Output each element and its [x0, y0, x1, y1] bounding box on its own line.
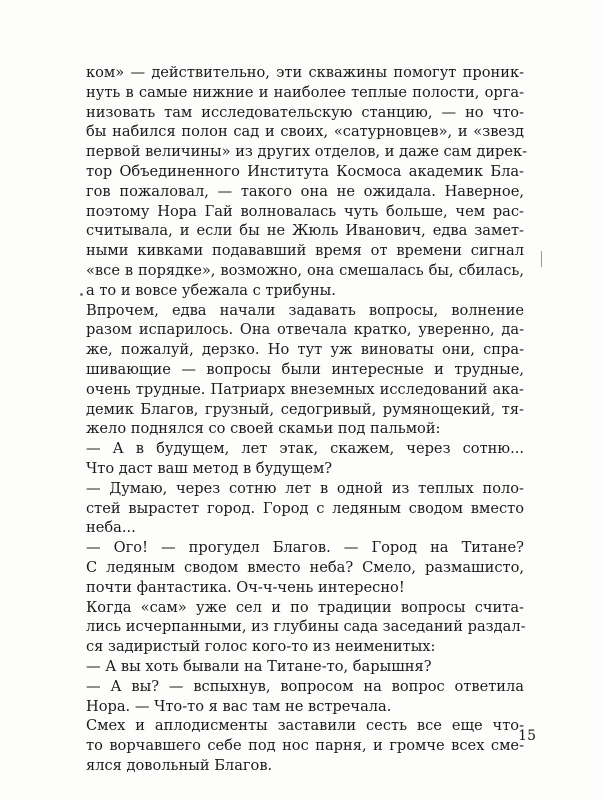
text-line: Нора. — Что-то я вас там не встречала. — [86, 697, 392, 715]
text-line: бы набился полон сад и своих, «сатурновцев», и «звезд — [86, 123, 524, 141]
text-line: то ворчавшего себе под нос парня, и громче всех сме- — [86, 737, 524, 755]
text-line: жело поднялся со своей скамьи под пальмой: — [86, 420, 441, 438]
text-line: стей вырастет город. Город с ледяным сводом вместо — [86, 499, 524, 517]
paragraph — [86, 538, 524, 597]
text-line: лись исчерпанными, из глубины сада заседаний раздал- — [86, 618, 526, 636]
text-line: ялся довольный Благов. — [86, 756, 273, 774]
text-line: Впрочем, едва начали задавать вопросы, волнение — [86, 301, 524, 319]
text-line: «все в порядке», возможно, она смешалась бы, сбилась, — [86, 261, 524, 279]
paragraph — [86, 301, 524, 440]
text-line: ными кивками подававший время от времени сигнал — [86, 242, 524, 260]
text-line: разом испарилось. Она отвечала кратко, уверенно, да- — [86, 321, 524, 339]
paragraph — [86, 63, 528, 301]
text-line: С ледяным сводом вместо неба? Смело, размашисто, — [86, 558, 524, 576]
text-line: нуть в самые нижние и наиболее теплые полости, орга- — [86, 83, 524, 101]
text-line: Смех и аплодисменты заставили сесть все еще что- — [86, 717, 524, 735]
paragraph — [86, 716, 524, 775]
text-line: — А в будущем, лет этак, скажем, через сотню... — [86, 440, 524, 458]
text-line: — Думаю, через сотню лет в одной из теплых поло- — [86, 479, 524, 497]
text-line: неба... — [86, 519, 136, 537]
text-line: Что даст ваш метод в будущем? — [86, 459, 333, 477]
text-line: же, пожалуй, дерзко. Но тут уж виноваты они, спра- — [86, 341, 524, 359]
text-line: ком» — действительно, эти скважины помогут проник- — [86, 64, 524, 81]
text-line: демик Благов, грузный, седогривый, румянощекий, тя- — [86, 400, 524, 418]
paragraph — [86, 479, 524, 538]
text-line: тор Объединенного Института Космоса академик Бла- — [86, 162, 524, 180]
text-line: почти фантастика. Оч-ч-чень интересно! — [86, 578, 405, 596]
paragraph — [86, 677, 524, 717]
text-line: — Ого! — прогудел Благов. — Город на Титане? — [86, 539, 524, 557]
paragraph — [86, 657, 524, 677]
text-line: Когда «сам» уже сел и по традиции вопросы счита- — [86, 598, 524, 616]
text-line: низовать там исследовательскую станцию, — но что- — [86, 103, 524, 121]
text-line: считывала, и если бы не Жюль Иванович, едва замет- — [86, 222, 524, 240]
print-speck — [80, 293, 83, 296]
paragraph — [86, 598, 524, 657]
text-line: а то и вовсе убежала с трибуны. — [86, 281, 336, 299]
text-line: — А вы хоть бывали на Титане-то, барышня? — [86, 657, 432, 675]
text-line: шивающие — вопросы были интересные и трудные, — [86, 360, 524, 378]
text-line: — А вы? — вспыхнув, вопросом на вопрос ответила — [86, 677, 524, 695]
text-line: поэтому Нора Гай волновалась чуть больше, чем рас- — [86, 202, 524, 220]
paragraph — [86, 439, 524, 479]
page-number: 15 — [518, 728, 536, 744]
text-line: первой величины» из других отделов, и даже сам дирек- — [86, 143, 528, 161]
margin-mark — [541, 251, 542, 267]
text-line: ся задиристый голос кого-то из неименитых: — [86, 638, 436, 656]
text-line: очень трудные. Патриарх внеземных исследований ака- — [86, 380, 524, 398]
text-line: гов пожаловал, — такого она не ожидала. Наверное, — [86, 182, 524, 200]
